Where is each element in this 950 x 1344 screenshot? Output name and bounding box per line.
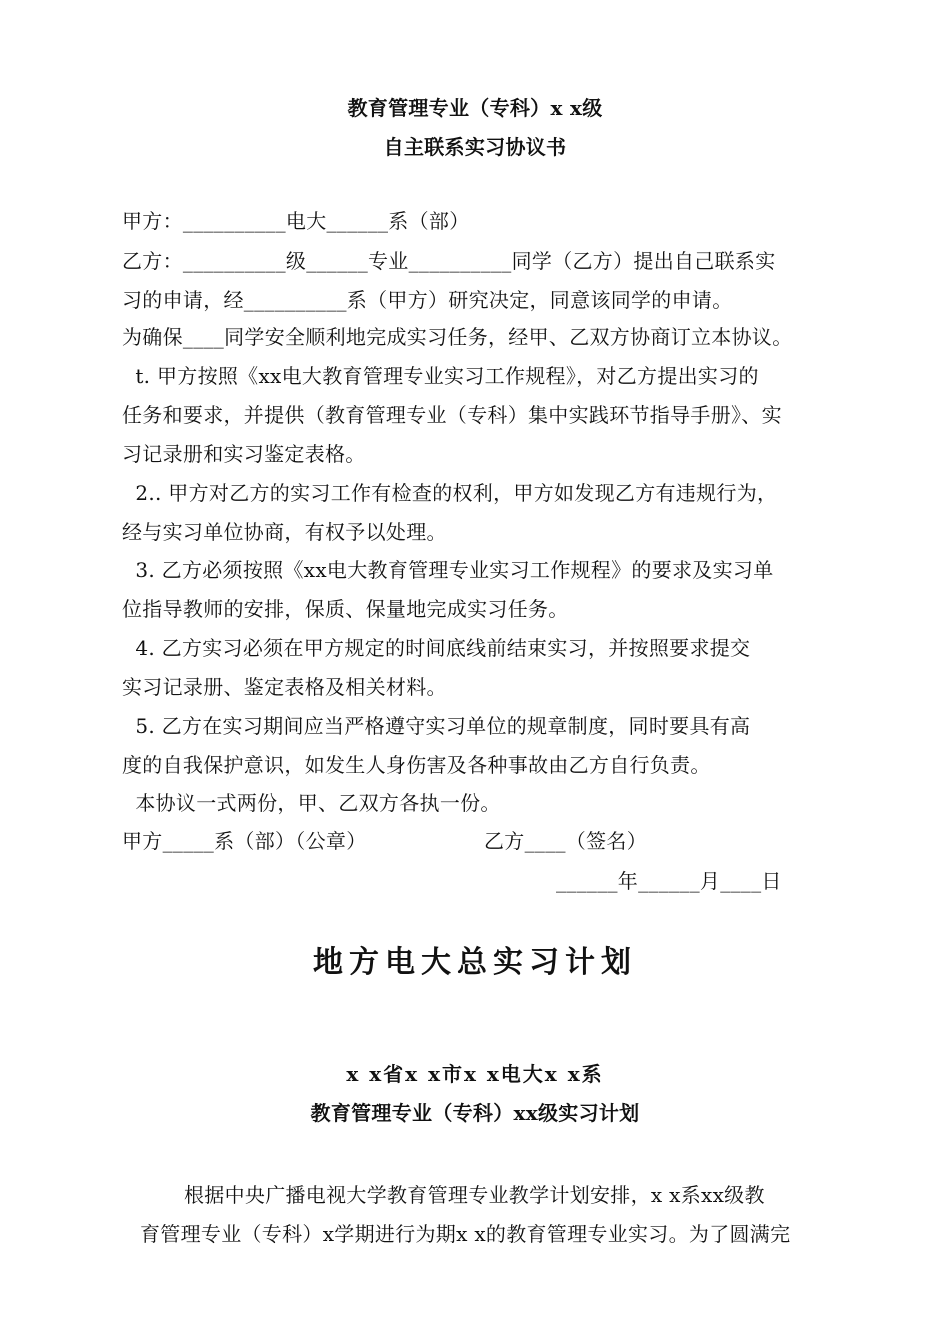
copies-line: 本协议一式两份，甲、乙双方各执一份。 [122, 791, 501, 815]
plan-subtitle-1: x x省x x市x x电大x x系 [346, 1062, 604, 1086]
clause3-line-1: 3. 乙方必须按照《xx电大教育管理专业实习工作规程》的要求及实习单 [122, 558, 774, 582]
clause5-line-1: 5. 乙方在实习期间应当严格遵守实习单位的规章制度，同时要具有高 [122, 714, 751, 738]
clause5-line-2: 度的自我保护意识，如发生人身伤害及各种事故由乙方自行负责。 [122, 753, 711, 777]
agreement-title-line1: 教育管理专业（专科）x x级 [347, 96, 603, 120]
party-a-line: 甲方：__________电大______系（部） [122, 209, 470, 233]
plan-heading: 地方电大总实习计划 [313, 945, 637, 980]
plan-paragraph-line-1: 根据中央广播电视大学教育管理专业教学计划安排，x x系xx级教 [184, 1183, 765, 1207]
party-b-line-2: 习的申请，经__________系（甲方）研究决定，同意该同学的申请。 [122, 288, 733, 312]
clause2-line-1: 2.. 甲方对乙方的实习工作有检查的权利，甲方如发现乙方有违规行为， [122, 481, 778, 505]
clause3-line-2: 位指导教师的安排，保质、保量地完成实习任务。 [122, 597, 569, 621]
date-line: ______年______月____日 [556, 869, 782, 893]
clause1-line-1: t. 甲方按照《xx电大教育管理专业实习工作规程》，对乙方提出实习的 [122, 364, 759, 388]
signature-party-b: 乙方____（签名） [484, 829, 647, 853]
plan-paragraph-line-2: 育管理专业（专科）x学期进行为期x x的教育管理专业实习。为了圆满完 [140, 1222, 791, 1246]
party-b-line-1: 乙方：__________级______专业__________同学（乙方）提出自己联系实 [122, 249, 776, 273]
purpose-line: 为确保____同学安全顺利地完成实习任务，经甲、乙双方协商订立本协议。 [122, 325, 793, 349]
clause1-line-3: 习记录册和实习鉴定表格。 [122, 442, 366, 466]
signature-party-a: 甲方_____系（部）（公章） [122, 829, 367, 853]
clause1-line-2: 任务和要求，并提供（教育管理专业（专科）集中实践环节指导手册》、实 [122, 403, 782, 427]
clause2-line-2: 经与实习单位协商，有权予以处理。 [122, 520, 447, 544]
clause4-line-1: 4. 乙方实习必须在甲方规定的时间底线前结束实习，并按照要求提交 [122, 636, 751, 660]
plan-subtitle-2: 教育管理专业（专科）xx级实习计划 [310, 1101, 640, 1125]
agreement-title-line2: 自主联系实习协议书 [383, 135, 567, 159]
clause4-line-2: 实习记录册、鉴定表格及相关材料。 [122, 675, 447, 699]
